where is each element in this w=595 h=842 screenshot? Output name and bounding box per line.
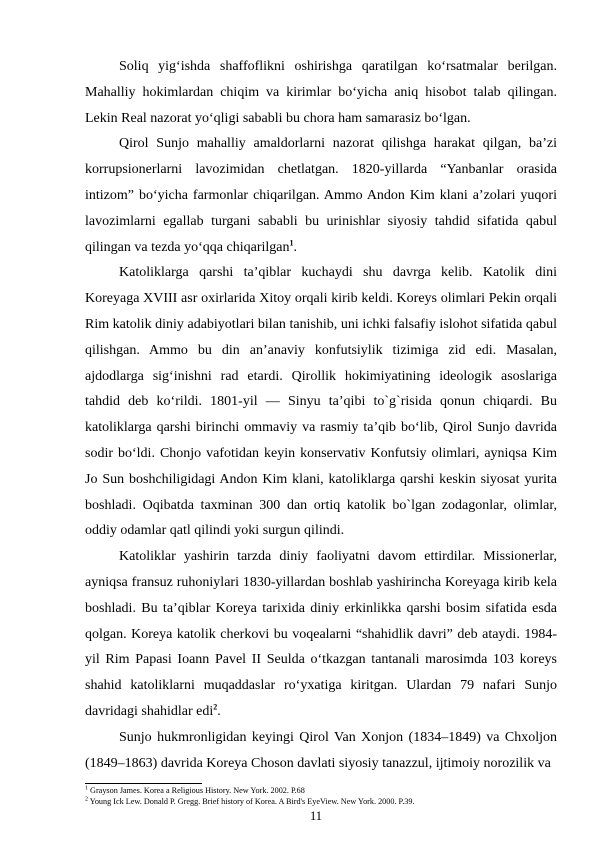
- footnote-text: Grayson James. Korea a Religious History. New York. 2002. P.68: [88, 786, 305, 796]
- paragraph-secret-catholics: [85, 544, 557, 725]
- paragraph-text: Katoliklar yashirin tarzda diniy faoliyatni davom ettirdilar. Missionerlar, ayniqsa fransuz ruhoniylari 1830-yillardan boshlab yashirincha Koreyaga kirib kela boshladi. Bu ta’qiblar Koreya tarixida diniy erkinlikka qarshi bosim sifatida esda qolgan. Koreya katolik cherkovi bu voqealarni “shahidlik davri” deb ataydi. 1984-yil Rim Papasi Ioann Pavel II Seulda o‘tkazgan tantanali marosimda 103 koreys shahid katoliklarni muqaddaslar ro‘yxatiga kiritgan. Ulardan 79 nafari Sunjo davridagi shahidlar edi: [85, 549, 557, 719]
- paragraph-tax-transparency: [85, 54, 557, 131]
- paragraph-tail: .: [293, 239, 297, 255]
- paragraph-text: Sunjo hukmronligidan keyingi Qirol Van Xonjon (1834–1849) va Chxoljon (1849–1863) davrida Koreya Choson davlati siyosiy tanazzul, ijtimoiy norozilik va: [85, 729, 557, 771]
- footnote-text: Young Ick Lew. Donald P. Gregg. Brief history of Korea. A Bird's EyeView. New York. 2000. P.39.: [88, 796, 415, 806]
- footnote-mark: 1: [85, 785, 88, 792]
- paragraph-catholic-persecution: [85, 260, 557, 544]
- footnote-2: [85, 797, 557, 808]
- paragraph-king-sunjo-control: [85, 131, 557, 260]
- footnote-divider: [85, 783, 202, 784]
- footnote-1: [85, 786, 557, 797]
- footnote-reference[interactable]: 2: [213, 702, 218, 712]
- paragraph-after-sunjo: [85, 725, 557, 777]
- paragraph-text: Qirol Sunjo mahalliy amaldorlarni nazorat qilishga harakat qilgan, ba’zi korrupsionerlarni lavozimidan chetlatgan. 1820-yillarda “Yanbanlar orasida intizom” bo‘yicha farmonlar chiqarilgan. Ammo Andon Kim klani a’zolari yuqori lavozimlarni egallab turgani sababli bu urinishlar siyosiy tahdid sifatida qabul qilingan va tezda yo‘qqa chiqarilgan: [85, 136, 557, 255]
- footnote-reference[interactable]: 1: [289, 237, 294, 247]
- paragraph-text: Katoliklarga qarshi taʼqiblar kuchaydi shu davrga kelib. Katolik dini Koreyaga XVIII asr oxirlarida Xitoy orqali kirib keldi. Koreys olimlari Pekin orqali Rim katolik diniy adabiyotlari bilan tanishib, uni ichki falsafiy islohot sifatida qabul qilishgan. Ammo bu din an’anaviy konfutsiylik tizimiga zid edi. Masalan, ajdodlarga sig‘inishni rad etardi. Qirollik hokimiyatining ideologik asoslariga tahdid deb ko‘rildi. 1801-yil — Sinyu ta’qibi to`g`risida qonun chiqardi. Bu katoliklarga qarshi birinchi ommaviy va rasmiy taʼqib bo‘lib, Qirol Sunjo davrida sodir bo‘ldi. Chonjo vafotidan keyin konservativ Konfutsiy olimlari, ayniqsa Kim Jo Sun boshchiligidagi Andon Kim klani, katoliklarga qarshi keskin siyosat yurita boshladi. Oqibatda taxminan 300 dan ortiq katolik bo`lgan zodagonlar, olimlar, oddiy odamlar qatl qilindi yoki surgun qilindi.: [85, 265, 557, 539]
- footnote-mark: 2: [85, 796, 88, 803]
- page-number: 11: [309, 809, 323, 824]
- paragraph-tail: .: [217, 703, 221, 719]
- paragraph-text: Soliq yig‘ishda shaffoflikni oshirishga qaratilgan ko‘rsatmalar berilgan. Mahalliy hokimlardan chiqim va kirimlar bo‘yicha aniq hisobot talab qilingan. Lekin Real nazorat yo‘qligi sababli bu chora ham samarasiz bo‘lgan.: [85, 59, 557, 126]
